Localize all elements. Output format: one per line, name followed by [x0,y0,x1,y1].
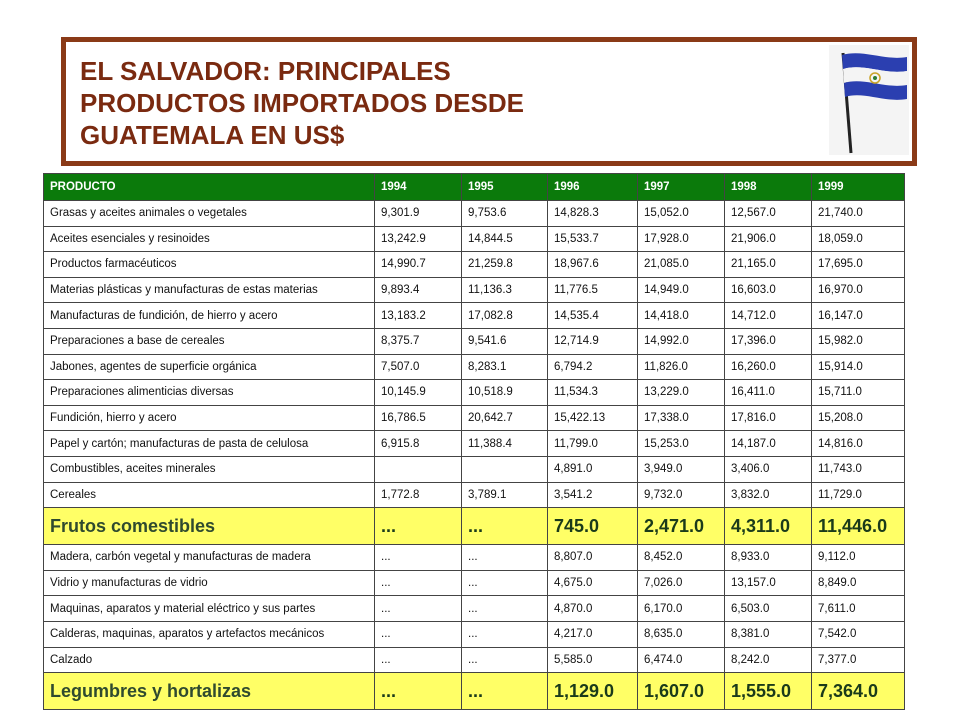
table-row [44,226,905,252]
product-name-cell: Jabones, agentes de superficie orgánica [44,354,375,380]
value-cell: 6,503.0 [725,596,812,622]
column-header-year: 1996 [548,174,638,201]
value-cell: 10,518.9 [462,380,548,406]
value-cell: 7,364.0 [812,673,905,710]
table-row [44,647,905,673]
table-row [44,405,905,431]
value-cell: 11,388.4 [462,431,548,457]
value-cell: 7,026.0 [638,570,725,596]
value-cell: 4,675.0 [548,570,638,596]
value-cell: ... [462,545,548,571]
value-cell: 16,147.0 [812,303,905,329]
value-cell: 4,870.0 [548,596,638,622]
value-cell: 8,375.7 [375,328,462,354]
value-cell: 14,187.0 [725,431,812,457]
value-cell: 7,611.0 [812,596,905,622]
value-cell: 14,992.0 [638,328,725,354]
value-cell: 6,915.8 [375,431,462,457]
product-name-cell: Vidrio y manufacturas de vidrio [44,570,375,596]
value-cell: 18,059.0 [812,226,905,252]
value-cell: 16,970.0 [812,277,905,303]
product-name-cell: Productos farmacéuticos [44,252,375,278]
value-cell: 16,603.0 [725,277,812,303]
value-cell: 7,507.0 [375,354,462,380]
value-cell: 21,906.0 [725,226,812,252]
table-row [44,252,905,278]
value-cell: ... [462,508,548,545]
value-cell: 14,712.0 [725,303,812,329]
title-line: GUATEMALA EN US$ [80,120,345,150]
product-name-cell: Fundición, hierro y acero [44,405,375,431]
table-row [44,482,905,508]
value-cell: ... [375,621,462,647]
table-row [44,328,905,354]
value-cell: 15,711.0 [812,380,905,406]
value-cell: 1,772.8 [375,482,462,508]
value-cell: 15,982.0 [812,328,905,354]
product-name-cell: Combustibles, aceites minerales [44,456,375,482]
title-line: PRODUCTOS IMPORTADOS DESDE [80,88,524,118]
product-name-cell: Maquinas, aparatos y material eléctrico y sus partes [44,596,375,622]
product-name-cell: Frutos comestibles [44,508,375,545]
value-cell: 13,183.2 [375,303,462,329]
table-row [44,456,905,482]
product-name-cell: Materias plásticas y manufacturas de estas materias [44,277,375,303]
value-cell: ... [375,673,462,710]
table-row-highlighted [44,673,905,710]
table-body [44,201,905,710]
value-cell: 3,832.0 [725,482,812,508]
value-cell: 2,471.0 [638,508,725,545]
column-header-year: 1997 [638,174,725,201]
product-name-cell: Papel y cartón; manufacturas de pasta de celulosa [44,431,375,457]
value-cell: 4,311.0 [725,508,812,545]
product-name-cell: Grasas y aceites animales o vegetales [44,201,375,227]
value-cell: ... [462,673,548,710]
product-name-cell: Madera, carbón vegetal y manufacturas de madera [44,545,375,571]
value-cell: 7,377.0 [812,647,905,673]
table-row [44,545,905,571]
column-header-year: 1995 [462,174,548,201]
table-row-highlighted [44,508,905,545]
value-cell: 8,452.0 [638,545,725,571]
value-cell: 3,789.1 [462,482,548,508]
value-cell [462,456,548,482]
title-line: EL SALVADOR: PRINCIPALES [80,56,451,86]
table-row [44,570,905,596]
value-cell: ... [375,508,462,545]
value-cell: 745.0 [548,508,638,545]
value-cell: 17,816.0 [725,405,812,431]
value-cell: 15,253.0 [638,431,725,457]
value-cell: 7,542.0 [812,621,905,647]
value-cell: ... [375,647,462,673]
column-header-year: 1998 [725,174,812,201]
table-row [44,354,905,380]
value-cell: ... [462,647,548,673]
value-cell: 9,112.0 [812,545,905,571]
value-cell: 11,743.0 [812,456,905,482]
value-cell: 11,136.3 [462,277,548,303]
value-cell: 16,411.0 [725,380,812,406]
flag-image [829,45,909,155]
value-cell: 21,259.8 [462,252,548,278]
value-cell: 8,283.1 [462,354,548,380]
value-cell: 3,949.0 [638,456,725,482]
value-cell [375,456,462,482]
value-cell: 1,607.0 [638,673,725,710]
value-cell: 14,844.5 [462,226,548,252]
value-cell: 15,052.0 [638,201,725,227]
table-row [44,380,905,406]
value-cell: 17,396.0 [725,328,812,354]
table-row [44,201,905,227]
value-cell: 12,714.9 [548,328,638,354]
product-name-cell: Preparaciones alimenticias diversas [44,380,375,406]
value-cell: 15,422.13 [548,405,638,431]
value-cell: 8,807.0 [548,545,638,571]
value-cell: 6,474.0 [638,647,725,673]
value-cell: 11,446.0 [812,508,905,545]
value-cell: ... [375,596,462,622]
table-row [44,303,905,329]
value-cell: 17,082.8 [462,303,548,329]
product-name-cell: Cereales [44,482,375,508]
value-cell: 13,242.9 [375,226,462,252]
value-cell: 6,170.0 [638,596,725,622]
product-name-cell: Calzado [44,647,375,673]
value-cell: 4,891.0 [548,456,638,482]
imports-table [43,173,905,710]
value-cell: 8,849.0 [812,570,905,596]
product-name-cell: Preparaciones a base de cereales [44,328,375,354]
value-cell: 14,949.0 [638,277,725,303]
table-row [44,431,905,457]
value-cell: 16,260.0 [725,354,812,380]
value-cell: 21,085.0 [638,252,725,278]
value-cell: ... [375,570,462,596]
table-row [44,621,905,647]
value-cell: 13,157.0 [725,570,812,596]
value-cell: 14,535.4 [548,303,638,329]
value-cell: 1,555.0 [725,673,812,710]
value-cell: 9,301.9 [375,201,462,227]
value-cell: 9,732.0 [638,482,725,508]
value-cell: 14,990.7 [375,252,462,278]
value-cell: 15,533.7 [548,226,638,252]
el-salvador-flag-icon [829,45,909,155]
column-header-year: 1994 [375,174,462,201]
value-cell: 1,129.0 [548,673,638,710]
value-cell: 15,914.0 [812,354,905,380]
value-cell: 21,165.0 [725,252,812,278]
value-cell: 8,242.0 [725,647,812,673]
value-cell: 10,145.9 [375,380,462,406]
value-cell: 6,794.2 [548,354,638,380]
value-cell: 8,933.0 [725,545,812,571]
value-cell: 3,541.2 [548,482,638,508]
product-name-cell: Calderas, maquinas, aparatos y artefactos mecánicos [44,621,375,647]
column-header-year: 1999 [812,174,905,201]
value-cell: ... [462,596,548,622]
value-cell: 11,729.0 [812,482,905,508]
table-header-row [44,174,905,201]
value-cell: 9,893.4 [375,277,462,303]
value-cell: 8,381.0 [725,621,812,647]
value-cell: 8,635.0 [638,621,725,647]
table-row [44,596,905,622]
value-cell: 20,642.7 [462,405,548,431]
product-name-cell: Legumbres y hortalizas [44,673,375,710]
value-cell: 14,816.0 [812,431,905,457]
value-cell: 14,418.0 [638,303,725,329]
value-cell: 5,585.0 [548,647,638,673]
title-box [61,37,917,166]
value-cell: 11,776.5 [548,277,638,303]
value-cell: 13,229.0 [638,380,725,406]
value-cell: 17,928.0 [638,226,725,252]
value-cell: 4,217.0 [548,621,638,647]
value-cell: ... [462,621,548,647]
value-cell: 18,967.6 [548,252,638,278]
page-title [80,55,524,151]
product-name-cell: Aceites esenciales y resinoides [44,226,375,252]
value-cell: ... [375,545,462,571]
product-name-cell: Manufacturas de fundición, de hierro y acero [44,303,375,329]
value-cell: 15,208.0 [812,405,905,431]
value-cell: 17,338.0 [638,405,725,431]
value-cell: 9,541.6 [462,328,548,354]
value-cell: 16,786.5 [375,405,462,431]
value-cell: 12,567.0 [725,201,812,227]
value-cell: 17,695.0 [812,252,905,278]
value-cell: 11,826.0 [638,354,725,380]
table-row [44,277,905,303]
column-header-producto: PRODUCTO [44,174,375,201]
value-cell: 3,406.0 [725,456,812,482]
value-cell: 21,740.0 [812,201,905,227]
value-cell: 9,753.6 [462,201,548,227]
value-cell: ... [462,570,548,596]
value-cell: 14,828.3 [548,201,638,227]
value-cell: 11,534.3 [548,380,638,406]
value-cell: 11,799.0 [548,431,638,457]
